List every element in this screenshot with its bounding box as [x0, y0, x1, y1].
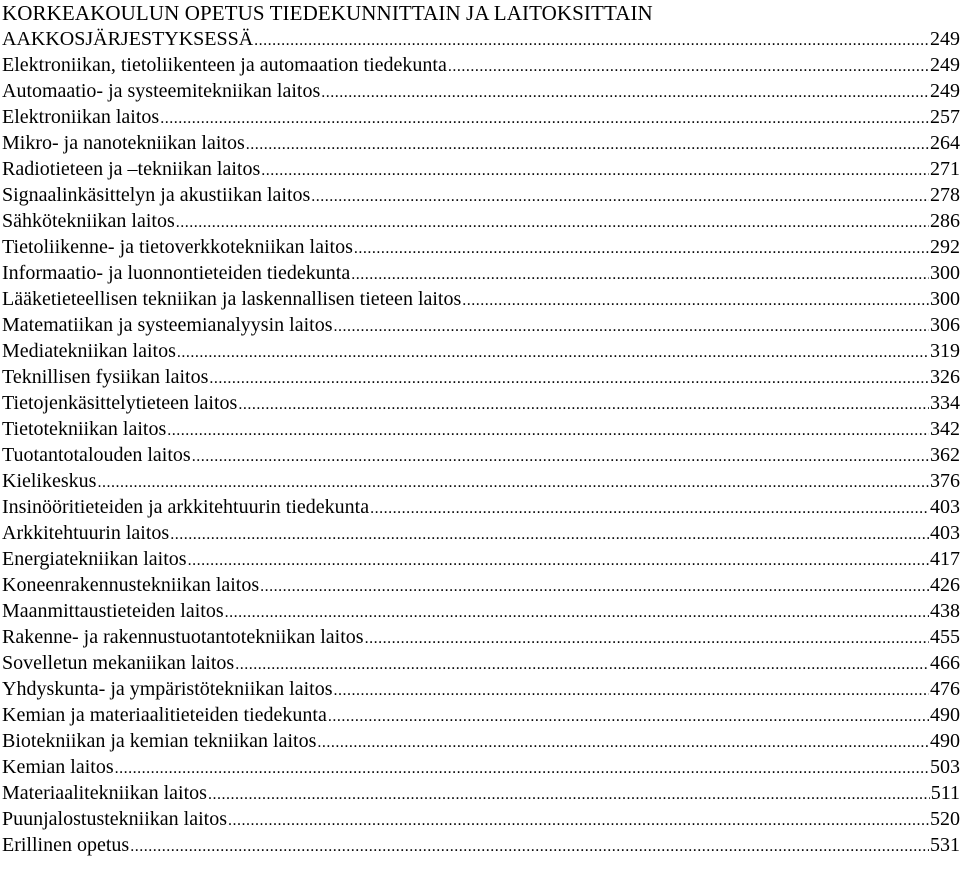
- toc-entry[interactable]: [2, 702, 960, 728]
- toc-entry-page: 249: [930, 80, 960, 102]
- toc-entry-label: Puunjalostustekniikan laitos: [2, 808, 227, 830]
- dot-leader: [225, 598, 929, 626]
- toc-entry[interactable]: [2, 416, 960, 442]
- toc-entry[interactable]: [2, 624, 960, 650]
- toc-entry-page: 319: [930, 340, 960, 362]
- dot-leader: [246, 130, 929, 158]
- toc-entry-label: Rakenne- ja rakennustuotantotekniikan laitos: [2, 626, 364, 648]
- toc-entry-page: 438: [930, 600, 960, 622]
- toc-entry-list: [2, 52, 960, 858]
- toc-entry-label: Sovelletun mekaniikan laitos: [2, 652, 235, 674]
- toc-entry-label: Kemian laitos: [2, 756, 114, 778]
- toc-entry-label: Teknillisen fysiikan laitos: [2, 366, 209, 388]
- dot-leader: [328, 702, 929, 730]
- toc-entry-page: 490: [930, 704, 960, 726]
- dot-leader: [317, 728, 929, 756]
- toc-entry[interactable]: [2, 520, 960, 546]
- dot-leader: [370, 494, 929, 522]
- toc-entry-label: Tietojenkäsittelytieteen laitos: [2, 392, 238, 414]
- toc-entry-page: 286: [930, 210, 960, 232]
- dot-leader: [192, 442, 929, 470]
- toc-entry[interactable]: [2, 572, 960, 598]
- toc-entry-label: Mikro- ja nanotekniikan laitos: [2, 132, 245, 154]
- toc-entry-page: 278: [930, 184, 960, 206]
- toc-entry[interactable]: [2, 338, 960, 364]
- toc-entry-page: 342: [930, 418, 960, 440]
- toc-entry-page: 300: [930, 288, 960, 310]
- dot-leader: [354, 234, 929, 262]
- dot-leader: [261, 156, 929, 184]
- table-of-contents: [2, 0, 960, 858]
- toc-entry-page: 264: [930, 132, 960, 154]
- toc-entry[interactable]: [2, 156, 960, 182]
- dot-leader: [228, 806, 929, 834]
- toc-entry-label: Erillinen opetus: [2, 834, 130, 856]
- toc-entry-page: 511: [930, 782, 960, 804]
- dot-leader: [448, 52, 929, 80]
- toc-entry-label: Insinööritieteiden ja arkkitehtuurin tiedekunta: [2, 496, 370, 518]
- dot-leader: [254, 26, 929, 54]
- toc-entry-label: Radiotieteen ja –tekniikan laitos: [2, 158, 261, 180]
- toc-entry-page: 403: [930, 522, 960, 544]
- toc-entry-page: 476: [930, 678, 960, 700]
- toc-entry[interactable]: [2, 806, 960, 832]
- dot-leader: [333, 312, 929, 340]
- toc-entry-label: Arkkitehtuurin laitos: [2, 522, 170, 544]
- toc-entry-label: Tuotantotalouden laitos: [2, 444, 191, 466]
- toc-entry-label: Koneenrakennustekniikan laitos: [2, 574, 260, 596]
- toc-entry-page: 257: [930, 106, 960, 128]
- toc-entry[interactable]: [2, 780, 960, 806]
- toc-entry-label: Lääketieteellisen tekniikan ja laskennallisen tieteen laitos: [2, 288, 462, 310]
- toc-heading-entry[interactable]: [2, 26, 960, 52]
- dot-leader: [188, 546, 929, 574]
- toc-entry[interactable]: [2, 442, 960, 468]
- toc-entry-page: 466: [930, 652, 960, 674]
- toc-entry[interactable]: [2, 208, 960, 234]
- toc-entry[interactable]: [2, 754, 960, 780]
- toc-entry-page: 490: [930, 730, 960, 752]
- toc-entry[interactable]: [2, 130, 960, 156]
- dot-leader: [321, 78, 929, 106]
- toc-entry-page: 531: [930, 834, 960, 856]
- toc-entry[interactable]: [2, 676, 960, 702]
- toc-entry-label: Maanmittaustieteiden laitos: [2, 600, 224, 622]
- toc-entry-label: Mediatekniikan laitos: [2, 340, 176, 362]
- toc-heading-page: 249: [930, 28, 960, 50]
- toc-entry-label: Tietotekniikan laitos: [2, 418, 167, 440]
- dot-leader: [238, 390, 929, 418]
- toc-entry[interactable]: [2, 598, 960, 624]
- dot-leader: [462, 286, 929, 314]
- toc-entry-page: 376: [930, 470, 960, 492]
- toc-entry[interactable]: [2, 78, 960, 104]
- dot-leader: [208, 780, 930, 808]
- toc-entry[interactable]: [2, 728, 960, 754]
- toc-entry[interactable]: [2, 104, 960, 130]
- toc-entry-label: Sähkötekniikan laitos: [2, 210, 175, 232]
- toc-entry-label: Signaalinkäsittelyn ja akustiikan laitos: [2, 184, 311, 206]
- toc-entry-label: Materiaalitekniikan laitos: [2, 782, 207, 804]
- toc-entry[interactable]: [2, 468, 960, 494]
- toc-entry[interactable]: [2, 650, 960, 676]
- toc-entry[interactable]: [2, 182, 960, 208]
- toc-entry-label: Energiatekniikan laitos: [2, 548, 187, 570]
- dot-leader: [365, 624, 929, 652]
- toc-entry-label: Elektroniikan, tietoliikenteen ja automaation tiedekunta: [2, 54, 447, 76]
- toc-entry-page: 503: [930, 756, 960, 778]
- toc-entry[interactable]: [2, 832, 960, 858]
- toc-entry-label: Elektroniikan laitos: [2, 106, 160, 128]
- toc-entry[interactable]: [2, 364, 960, 390]
- toc-entry-page: 271: [930, 158, 960, 180]
- toc-entry[interactable]: [2, 234, 960, 260]
- toc-entry[interactable]: [2, 260, 960, 286]
- toc-entry[interactable]: [2, 312, 960, 338]
- toc-entry[interactable]: [2, 286, 960, 312]
- toc-entry[interactable]: [2, 546, 960, 572]
- toc-entry-page: 292: [930, 236, 960, 258]
- toc-entry[interactable]: [2, 390, 960, 416]
- toc-entry-label: Automaatio- ja systeemitekniikan laitos: [2, 80, 321, 102]
- toc-entry-label: Tietoliikenne- ja tietoverkkotekniikan laitos: [2, 236, 353, 258]
- dot-leader: [311, 182, 929, 210]
- toc-entry-label: Kemian ja materiaalitieteiden tiedekunta: [2, 704, 327, 726]
- toc-entry-page: 520: [930, 808, 960, 830]
- dot-leader: [130, 832, 929, 860]
- toc-entry[interactable]: [2, 494, 960, 520]
- dot-leader: [160, 104, 929, 132]
- dot-leader: [170, 520, 929, 548]
- toc-entry-page: 306: [930, 314, 960, 336]
- toc-entry-page: 455: [930, 626, 960, 648]
- toc-entry-page: 426: [930, 574, 960, 596]
- toc-entry-page: 300: [930, 262, 960, 284]
- toc-entry[interactable]: [2, 52, 960, 78]
- dot-leader: [334, 676, 930, 704]
- toc-entry-label: Biotekniikan ja kemian tekniikan laitos: [2, 730, 317, 752]
- dot-leader: [97, 468, 929, 496]
- dot-leader: [351, 260, 929, 288]
- toc-heading: KORKEAKOULUN OPETUS TIEDEKUNNITTAIN JA LAITOKSITTAIN: [2, 1, 653, 25]
- toc-entry-page: 334: [930, 392, 960, 414]
- toc-entry-page: 403: [930, 496, 960, 518]
- toc-entry-label: Matematiikan ja systeemianalyysin laitos: [2, 314, 333, 336]
- dot-leader: [115, 754, 929, 782]
- toc-entry-page: 417: [930, 548, 960, 570]
- toc-entry-label: Yhdyskunta- ja ympäristötekniikan laitos: [2, 678, 333, 700]
- toc-entry-page: 362: [930, 444, 960, 466]
- toc-entry-page: 326: [930, 366, 960, 388]
- toc-entry-page: 249: [930, 54, 960, 76]
- toc-heading-label: AAKKOSJÄRJESTYKSESSÄ: [2, 28, 254, 50]
- dot-leader: [260, 572, 929, 600]
- dot-leader: [177, 338, 929, 366]
- dot-leader: [209, 364, 929, 392]
- dot-leader: [176, 208, 929, 236]
- toc-entry-label: Kielikeskus: [2, 470, 97, 492]
- toc-entry-label: Informaatio- ja luonnontieteiden tiedekunta: [2, 262, 351, 284]
- dot-leader: [235, 650, 929, 678]
- dot-leader: [167, 416, 929, 444]
